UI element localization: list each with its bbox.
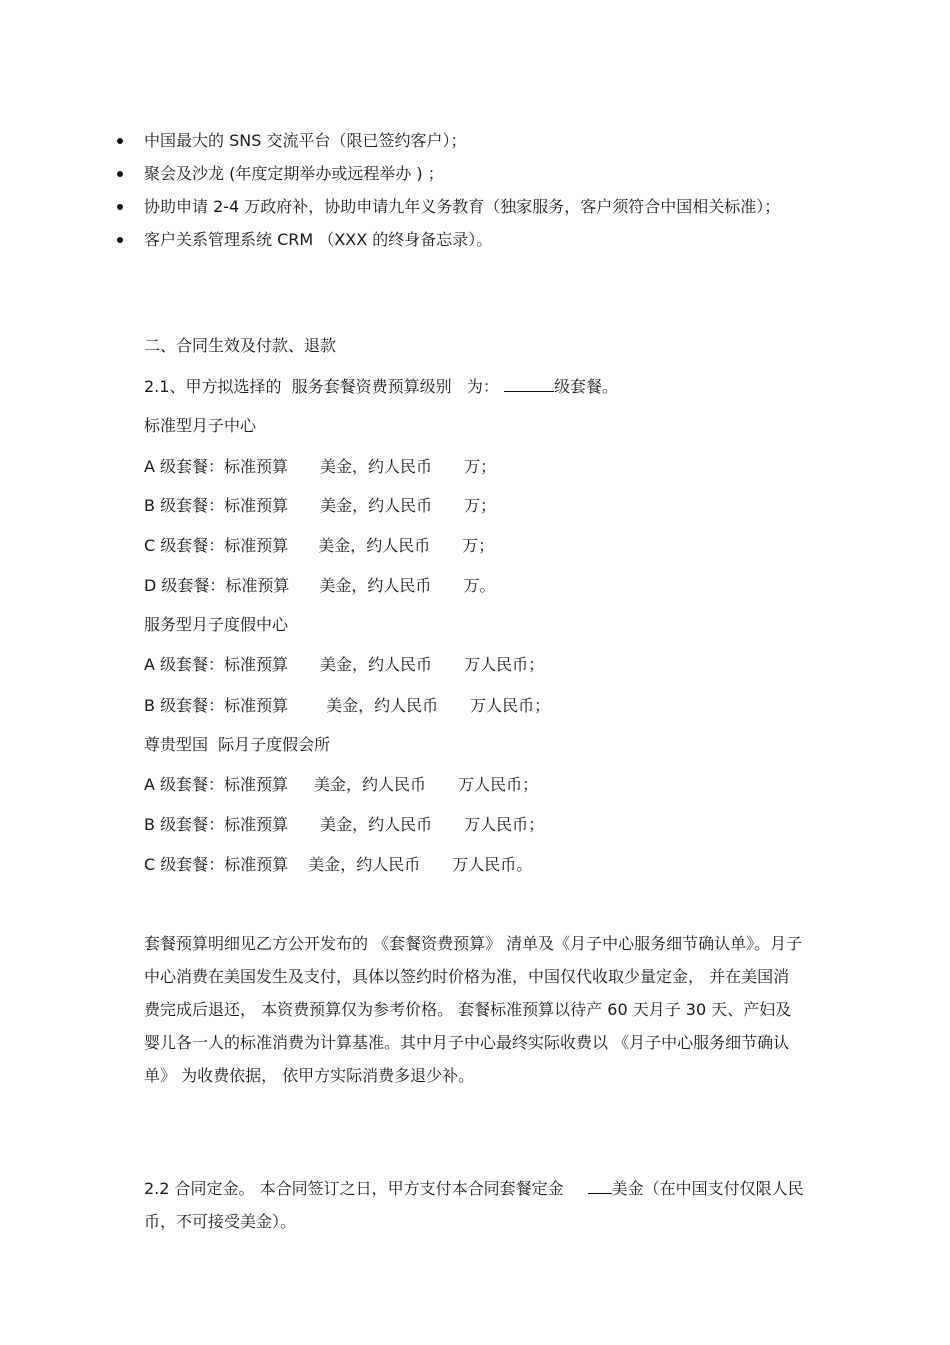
package-level: A 级套餐：标准预算 (144, 655, 289, 674)
budget-note: 套餐预算明细见乙方公开发布的 《套餐资费预算》 清单及《月子中心服务细节确认单》。月子中心消费在美国发生及支付，具体以签约时价格为准，中国仅代收取少量定金， 并在美国消费完成后退还， 本资费预算仅为参考价格。 套餐标准预算以待产 60 天月子 30 天、产妇及婴儿各一人的标准消费为计算基准。其中月子中心最终实际收费以 《月子中心服务细节确认单》 为收费依据， 依甲方实际消费多退少补。 (144, 934, 803, 1085)
package-level: D 级套餐：标准预算 (144, 576, 290, 595)
package-level: A 级套餐：标准预算 (144, 775, 289, 794)
clause-2-1-suffix: 级套餐。 (553, 377, 618, 396)
package-level-blank (504, 377, 554, 392)
bullet-icon (117, 237, 123, 243)
package-usd: 美金，约人民币 (319, 576, 432, 595)
package-row (144, 457, 496, 477)
deposit-blank (588, 1179, 612, 1194)
package-level: B 级套餐：标准预算 (144, 815, 289, 834)
package-row (144, 496, 496, 516)
list-item-text: 协助申请 2-4 万政府补，协助申请九年义务教育（独家服务，客户须符合中国相关标准）； (144, 197, 781, 216)
package-usd: 美金，约人民币 (318, 536, 431, 555)
package-unit: 万人民币。 (452, 855, 533, 874)
section-title: 二、合同生效及付款、退款 (144, 336, 337, 355)
package-unit: 万。 (463, 576, 496, 595)
group-title: 标准型月子中心 (144, 416, 257, 435)
package-row (144, 855, 532, 875)
package-row (144, 775, 538, 795)
package-unit: 万人民币； (458, 775, 539, 794)
list-item (0, 223, 784, 256)
package-unit: 万人民币； (464, 815, 545, 834)
package-level: B 级套餐：标准预算 (144, 496, 289, 515)
group-title: 尊贵型国 际月子度假会所 (144, 735, 331, 754)
package-usd: 美金，约人民币 (308, 855, 421, 874)
package-unit: 万人民币； (464, 655, 545, 674)
list-item-text: 客户关系管理系统 CRM （XXX 的终身备忘录）。 (144, 230, 493, 249)
feature-list (0, 124, 950, 256)
package-row (144, 696, 550, 716)
package-row (144, 815, 544, 835)
package-level: B 级套餐：标准预算 (144, 696, 289, 715)
package-row (144, 576, 495, 596)
package-usd: 美金，约人民币 (326, 696, 439, 715)
package-level: C 级套餐：标准预算 (144, 536, 289, 555)
list-item (0, 190, 784, 223)
package-level: A 级套餐：标准预算 (144, 457, 289, 476)
package-usd: 美金，约人民币 (320, 815, 433, 834)
list-item (0, 157, 784, 190)
package-usd: 美金，约人民币 (320, 457, 433, 476)
package-level: C 级套餐：标准预算 (144, 855, 289, 874)
clause-2-2-prefix: 2.2 合同定金。 本合同签订之日，甲方支付本合同套餐定金 (144, 1179, 564, 1198)
clause-2-1-prefix: 2.1、甲方拟选择的 服务套餐资费预算级别 为： (144, 377, 499, 396)
bullet-icon (117, 171, 123, 177)
package-usd: 美金，约人民币 (320, 496, 433, 515)
package-unit: 万； (464, 496, 497, 515)
package-unit: 万； (462, 536, 495, 555)
package-unit: 万； (464, 457, 497, 476)
clause-2-2-suffix: 美金（在中国支付仅限人民币，不可接受美金）。 (144, 1179, 804, 1231)
package-row (144, 536, 494, 556)
package-usd: 美金，约人民币 (320, 655, 433, 674)
package-row (144, 655, 544, 675)
bullet-icon (117, 204, 123, 210)
package-unit: 万人民币； (470, 696, 551, 715)
group-title: 服务型月子度假中心 (144, 615, 289, 634)
list-item-text: 聚会及沙龙 (年度定期举办或远程举办 ) ； (144, 164, 444, 183)
package-usd: 美金，约人民币 (314, 775, 427, 794)
clause-2-2 (144, 1172, 804, 1238)
list-item-text: 中国最大的 SNS 交流平台（限已签约客户）； (144, 131, 467, 150)
list-item (0, 124, 784, 157)
clause-2-1 (144, 377, 618, 397)
bullet-icon (117, 138, 123, 144)
